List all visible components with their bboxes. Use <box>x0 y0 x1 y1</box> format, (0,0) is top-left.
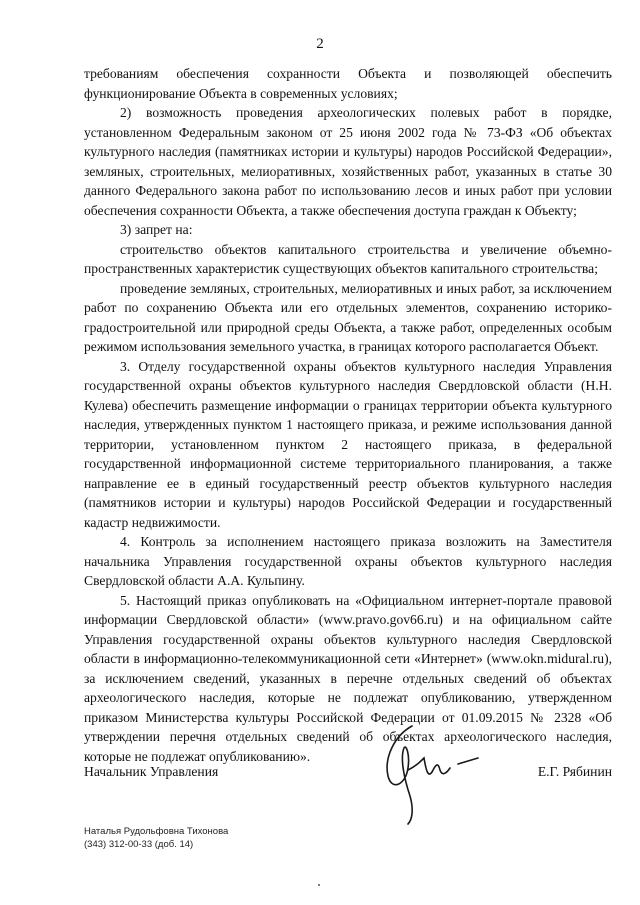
paragraph-clause-3: 3. Отделу государственной охраны объектов культурного наследия Управления государственной охраны объектов культурного наследия Свердловской области (Н.Н. Кулева) обеспечить размещение информации о границах территории объекта культурного наследия, утвержденных пунктом 1 настоящего приказа, и режиме использования данной территории, установленном пунктом 2 настоящего приказа, в федеральной государственной информационной системе территориального планирования, а также направление ее в единый государственный реестр объектов культурного наследия (памятников истории и культуры) народов Российской Федерации и государственный кадастр недвижимости. <box>84 358 612 530</box>
paragraph-item-2: 2) возможность проведения археологических полевых работ в порядке, установленном Федеральным законом от 25 июня 2002 года № 73-ФЗ «Об объектах культурного наследия (памятниках истории и культуры) народов Российской Федерации», земляных, строительных, мелиоративных, хозяйственных работ, указанных в статье 30 данного Федерального закона работ по использованию лесов и иных работ при условии обеспечения сохранности Объекта, а также обеспечения доступа граждан к Объекту; <box>84 105 612 218</box>
paragraph-clause-4: 4. Контроль за исполнением настоящего приказа возложить на Заместителя начальника Управления государственной охраны объектов культурного наследия Свердловской области А.А. Кульпину. <box>84 534 612 588</box>
author-phone: (343) 312-00-33 (доб. 14) <box>84 838 194 850</box>
signer-name: Е.Г. Рябинин <box>537 764 612 779</box>
handwritten-signature <box>354 718 494 828</box>
signature-row <box>84 764 612 804</box>
contact-block <box>84 826 228 851</box>
paragraph-prohibition-construction: строительство объектов капитального строительства и увеличение объемно-пространственных характеристик существующих объектов капитального строительства; <box>84 241 612 276</box>
author-name: Наталья Рудольфовна Тихонова <box>84 826 229 837</box>
paragraph-clause-5: 5. Настоящий приказ опубликовать на «Официальном интернет-портале правовой информации Свердловской области» (www.pravo.gov66.ru) и на официальном сайте Управления государственной охраны объектов культурного наследия Свердловской области в информационно-телекоммуникационной сети «Интернет» (www.okn.midural.ru), за исключением сведений, указанных в перечне отдельных сведений об объектах археологического наследия, которые не подлежат опубликованию, утвержденном приказом Министерства культуры Российской Федерации от 01.09.2015 № 2328 «Об утверждении перечня отдельных сведений об объектах археологического наследия, которые не подлежат опубликованию». <box>84 592 612 764</box>
scan-speck <box>318 884 320 886</box>
paragraph-prohibition-works: проведение земляных, строительных, мелиоративных и иных работ, за исключением работ по сохранению Объекта или его отдельных элементов, сохранению историко-градостроительной или природной среды Объекта, а также работ, определенных особым режимом использования земельного участка, в границах которого располагается Объект. <box>84 280 612 354</box>
paragraph-item-3-heading: 3) запрет на: <box>120 222 193 237</box>
page-number: 2 <box>316 36 324 52</box>
signer-position: Начальник Управления <box>84 764 219 779</box>
document-body <box>84 64 612 766</box>
paragraph-continuation: требованиям обеспечения сохранности Объекта и позволяющей обеспечить функционирование Объекта в современных условиях; <box>84 66 612 101</box>
